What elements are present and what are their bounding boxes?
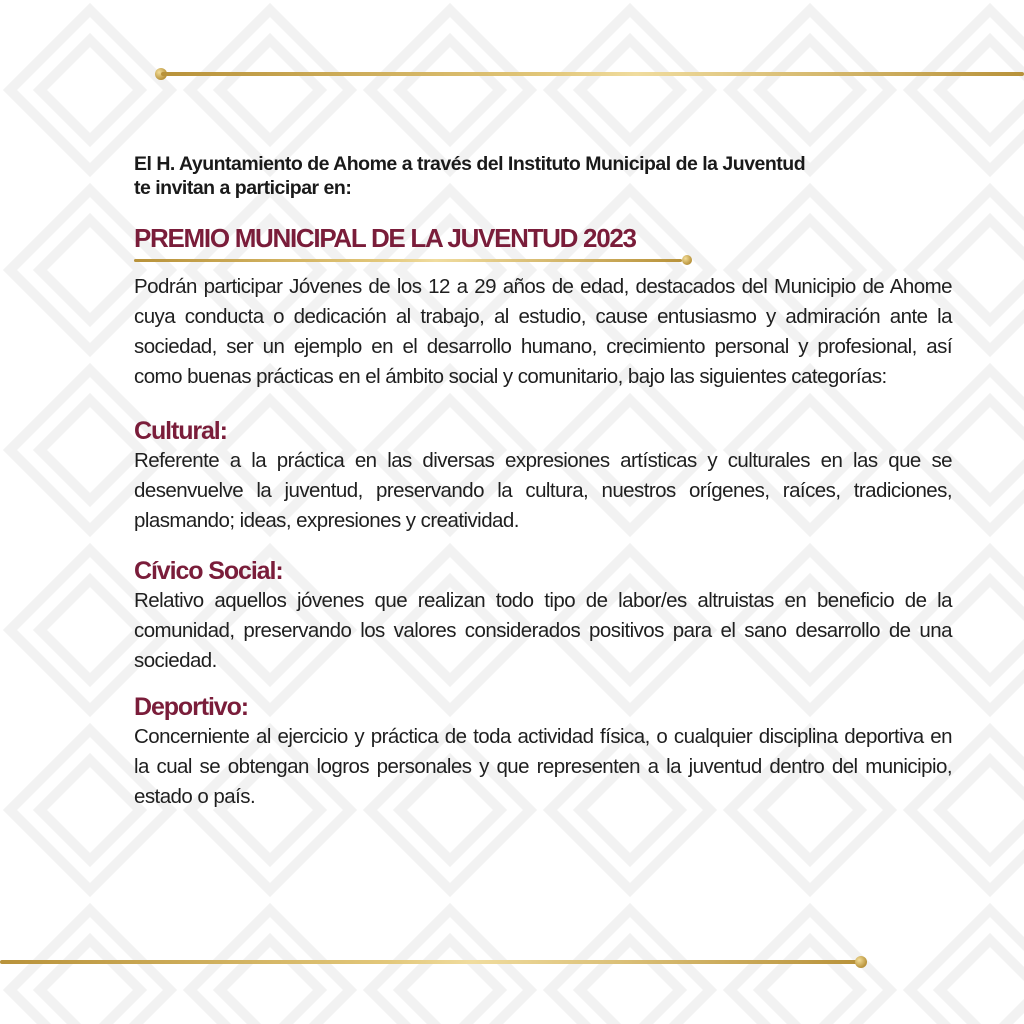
bottom-divider-dot: [855, 956, 867, 968]
title-underline: [134, 254, 690, 268]
category-title-cultural: Cultural:: [134, 417, 227, 445]
eligibility-description: Podrán participar Jóvenes de los 12 a 29 años de edad, destacados del Municipio de Ahome cuya conducta o dedicación al trabajo, al estudio, cause entusiasmo y admiración ante la sociedad, ser un ejemplo en el desarrollo humano, crecimiento personal y profesional, así como buenas prácticas en el ámbito social y comunitario, bajo las siguientes categorías:: [134, 275, 952, 388]
bottom-divider-line: [0, 960, 858, 964]
award-title: PREMIO MUNICIPAL DE LA JUVENTUD 2023: [134, 223, 636, 253]
title-underline-line: [134, 259, 682, 262]
intro-text: [134, 152, 952, 200]
category-text-cultural: Referente a la práctica en las diversas expresiones artísticas y culturales en las que se desenvuelve la juventud, preservando la cultura, nuestros orígenes, raíces, tradiciones, plasmando; ideas, expresiones y creatividad.: [134, 449, 952, 532]
top-divider-line: [161, 72, 1024, 76]
category-title-civico-social: Cívico Social:: [134, 557, 283, 585]
title-underline-dot: [682, 255, 692, 265]
category-text-civico-social: Relativo aquellos jóvenes que realizan todo tipo de labor/es altruistas en beneficio de la comunidad, preservando los valores considerados positivos para el sano desarrollo de una sociedad.: [134, 589, 952, 672]
intro-line-1: El H. Ayuntamiento de Ahome a través del Instituto Municipal de la Juventud: [134, 153, 806, 175]
category-civico-social: [134, 556, 952, 676]
category-deportivo: [134, 692, 952, 812]
intro-line-2: te invitan a participar en:: [134, 177, 352, 199]
category-title-deportivo: Deportivo:: [134, 693, 249, 721]
category-cultural: [134, 416, 952, 536]
category-text-deportivo: Concerniente al ejercicio y práctica de toda actividad física, o cualquier disciplina deportiva en la cual se obtengan logros personales y que representen a la juventud dentro del municipio, estado o país.: [134, 725, 952, 808]
invitation-content: [134, 152, 952, 812]
